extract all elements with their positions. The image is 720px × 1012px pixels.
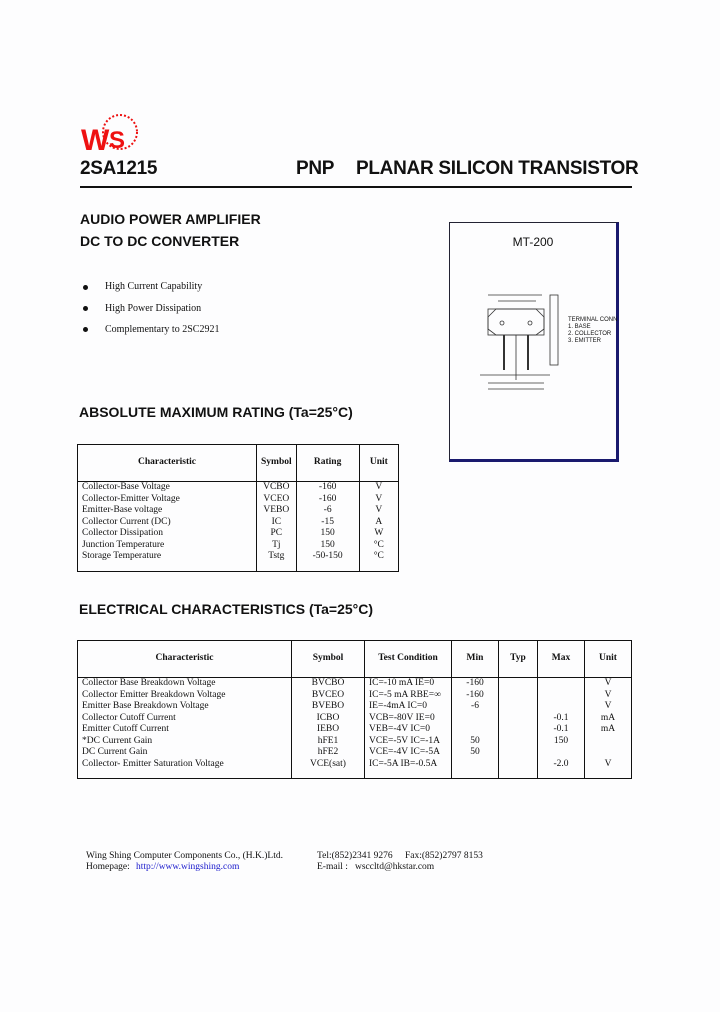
terminal-2: 2. COLLECTOR — [568, 331, 612, 337]
table-row — [78, 517, 399, 529]
table-cell — [452, 759, 499, 771]
table-cell: 50 — [452, 747, 499, 759]
table-cell: Tj — [257, 540, 297, 552]
table-cell: VEB=-4V IC=0 — [365, 724, 452, 736]
table-cell: -2.0 — [538, 759, 585, 771]
table-cell — [499, 713, 538, 725]
table-row — [78, 505, 399, 517]
table-cell: V — [359, 482, 398, 494]
table-cell: Collector Current (DC) — [78, 517, 257, 529]
application-1: AUDIO POWER AMPLIFIER — [80, 211, 261, 227]
table-cell: ICBO — [292, 713, 365, 725]
table-cell: 150 — [538, 736, 585, 748]
table-cell: Collector Cutoff Current — [78, 713, 292, 725]
col-header: Unit — [359, 445, 398, 482]
svg-text:S: S — [109, 127, 126, 154]
table-cell: -6 — [452, 701, 499, 713]
table-cell: Collector-Base Voltage — [78, 482, 257, 494]
table-cell: IEBO — [292, 724, 365, 736]
table-cell: W — [359, 528, 398, 540]
email: wsccltd@hkstar.com — [355, 862, 435, 872]
table-cell: Storage Temperature — [78, 551, 257, 563]
table-row — [78, 678, 632, 690]
table-cell: -6 — [296, 505, 359, 517]
table-cell — [499, 759, 538, 771]
table-cell: Collector- Emitter Saturation Voltage — [78, 759, 292, 771]
table-cell: -160 — [452, 690, 499, 702]
table-cell: Collector Emitter Breakdown Voltage — [78, 690, 292, 702]
table-cell: 150 — [296, 528, 359, 540]
bullet-icon — [83, 285, 88, 290]
table-cell: -160 — [296, 494, 359, 506]
table-cell: IC=-5A IB=-0.5A — [365, 759, 452, 771]
col-header: Characteristic — [78, 641, 292, 678]
table-cell: mA — [585, 724, 632, 736]
table-cell: 150 — [296, 540, 359, 552]
table-cell — [585, 736, 632, 748]
table-cell — [499, 736, 538, 748]
terminal-3: 3. EMITTER — [568, 338, 602, 344]
table-cell: Junction Temperature — [78, 540, 257, 552]
abs-max-table — [77, 444, 399, 572]
abs-max-title: ABSOLUTE MAXIMUM RATING (Ta=25°C) — [79, 404, 353, 420]
table-cell — [585, 747, 632, 759]
col-header: Typ — [499, 641, 538, 678]
table-cell: Collector Dissipation — [78, 528, 257, 540]
table-cell: -0.1 — [538, 724, 585, 736]
table-cell: Emitter-Base voltage — [78, 505, 257, 517]
table-cell: hFE2 — [292, 747, 365, 759]
package-name: MT-200 — [512, 235, 554, 249]
table-cell: Collector-Emitter Voltage — [78, 494, 257, 506]
table-cell — [538, 690, 585, 702]
col-header: Max — [538, 641, 585, 678]
table-cell: *DC Current Gain — [78, 736, 292, 748]
device-description: PLANAR SILICON TRANSISTOR — [356, 158, 639, 179]
transistor-type: PNP — [296, 158, 335, 179]
table-row — [78, 482, 399, 494]
table-cell: V — [585, 701, 632, 713]
table-cell: IC=-5 mA RBE=∞ — [365, 690, 452, 702]
application-2: DC TO DC CONVERTER — [80, 233, 240, 249]
table-cell: VCE(sat) — [292, 759, 365, 771]
table-cell: Emitter Cutoff Current — [78, 724, 292, 736]
table-cell: DC Current Gain — [78, 747, 292, 759]
company-logo — [80, 110, 138, 156]
table-cell: PC — [257, 528, 297, 540]
table-cell: 50 — [452, 736, 499, 748]
table-cell — [499, 724, 538, 736]
terminal-1: 1. BASE — [568, 324, 591, 330]
table-cell: A — [359, 517, 398, 529]
table-row — [78, 736, 632, 748]
table-cell: VCE=-4V IC=-5A — [365, 747, 452, 759]
table-cell: Emitter Base Breakdown Voltage — [78, 701, 292, 713]
part-number: 2SA1215 — [80, 158, 158, 179]
table-cell: -0.1 — [538, 713, 585, 725]
table-row — [78, 759, 632, 771]
table-cell: -50-150 — [296, 551, 359, 563]
table-row — [78, 494, 399, 506]
table-cell: Tstg — [257, 551, 297, 563]
terminal-header: TERMINAL CONN — [568, 317, 618, 323]
table-cell: VCEO — [257, 494, 297, 506]
table-cell: V — [585, 678, 632, 690]
table-cell — [499, 747, 538, 759]
header-divider — [80, 186, 632, 188]
table-row — [78, 713, 632, 725]
table-cell: V — [359, 505, 398, 517]
table-cell — [538, 701, 585, 713]
table-row — [78, 540, 399, 552]
col-header: Symbol — [257, 445, 297, 482]
elec-title: ELECTRICAL CHARACTERISTICS (Ta=25°C) — [79, 601, 374, 617]
table-cell: VCBO — [257, 482, 297, 494]
table-cell: -15 — [296, 517, 359, 529]
table-cell: Collector Base Breakdown Voltage — [78, 678, 292, 690]
feature-1: High Current Capability — [105, 281, 203, 292]
table-cell — [538, 747, 585, 759]
table-cell: °C — [359, 551, 398, 563]
fax: Fax:(852)2797 8153 — [405, 851, 483, 861]
col-header: Characteristic — [78, 445, 257, 482]
table-cell: VCB=-80V IE=0 — [365, 713, 452, 725]
feature-3: Complementary to 2SC2921 — [105, 324, 220, 335]
table-cell: V — [359, 494, 398, 506]
table-row — [78, 747, 632, 759]
company-name: Wing Shing Computer Components Co., (H.K.)Ltd. — [86, 851, 283, 861]
table-cell: IC — [257, 517, 297, 529]
package-outline-drawing — [460, 285, 560, 395]
homepage-link[interactable]: http://www.wingshing.com — [136, 862, 240, 872]
table-spacer-row — [78, 770, 632, 779]
table-row — [78, 528, 399, 540]
table-row — [78, 690, 632, 702]
table-cell: -160 — [296, 482, 359, 494]
col-header: Test Condition — [365, 641, 452, 678]
bullet-icon — [83, 327, 88, 332]
col-header: Min — [452, 641, 499, 678]
elec-char-table — [77, 640, 632, 779]
table-cell: BVEBO — [292, 701, 365, 713]
table-cell: -160 — [452, 678, 499, 690]
table-cell — [499, 701, 538, 713]
table-cell — [452, 713, 499, 725]
table-cell: °C — [359, 540, 398, 552]
col-header: Symbol — [292, 641, 365, 678]
col-header: Unit — [585, 641, 632, 678]
svg-text:W: W — [81, 124, 110, 156]
table-cell: VCE=-5V IC=-1A — [365, 736, 452, 748]
telephone: Tel:(852)2341 9276 — [317, 851, 393, 861]
table-row — [78, 701, 632, 713]
table-cell — [452, 724, 499, 736]
table-cell — [499, 690, 538, 702]
table-cell: VEBO — [257, 505, 297, 517]
table-cell — [538, 678, 585, 690]
table-cell: V — [585, 690, 632, 702]
col-header: Rating — [296, 445, 359, 482]
table-cell — [499, 678, 538, 690]
feature-2: High Power Dissipation — [105, 303, 202, 314]
table-row — [78, 551, 399, 563]
table-cell: mA — [585, 713, 632, 725]
table-row — [78, 724, 632, 736]
bullet-icon — [83, 306, 88, 311]
table-cell: hFE1 — [292, 736, 365, 748]
table-cell: BVCBO — [292, 678, 365, 690]
package-box — [449, 222, 619, 462]
table-cell: IC=-10 mA IE=0 — [365, 678, 452, 690]
email-label: E-mail : — [317, 862, 348, 872]
table-cell: V — [585, 759, 632, 771]
table-cell: BVCEO — [292, 690, 365, 702]
table-spacer-row — [78, 563, 399, 572]
table-cell: IE=-4mA IC=0 — [365, 701, 452, 713]
homepage-label: Homepage: — [86, 862, 130, 872]
